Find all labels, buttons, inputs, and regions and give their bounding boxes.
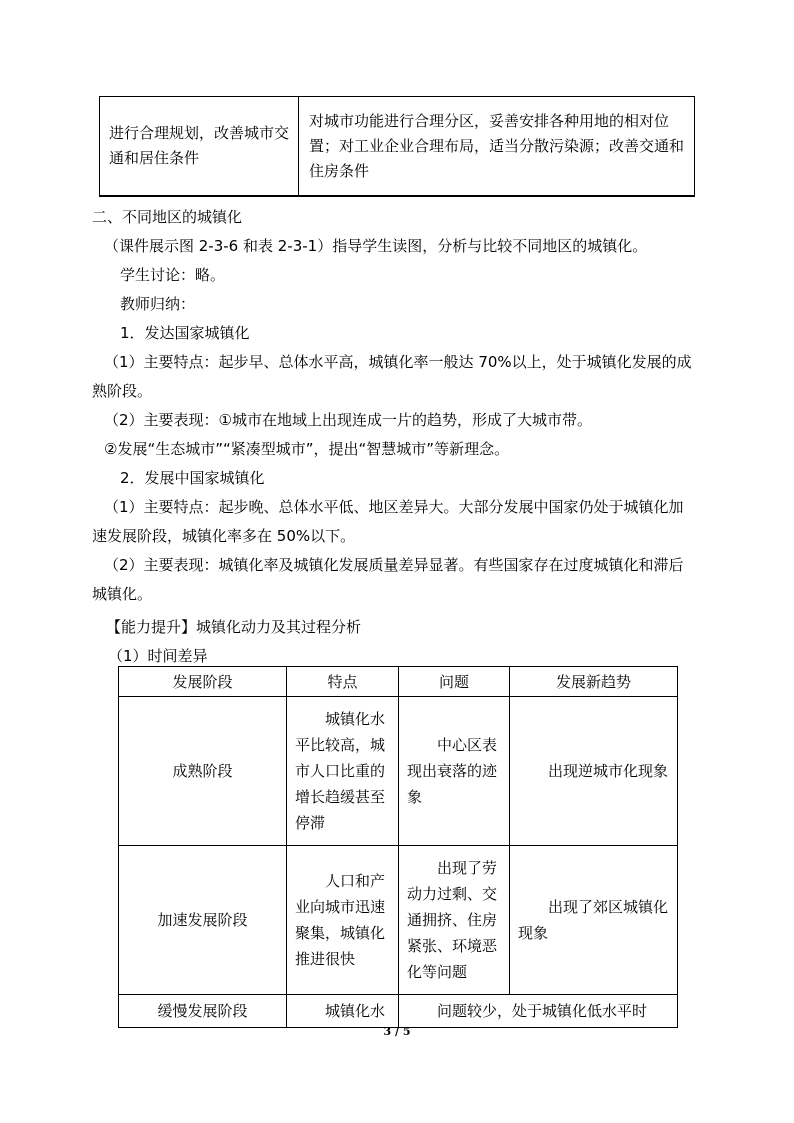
- developing-feature-line1: （1）主要特点：起步晚、总体水平低、地区差异大。大部分发展中国家仍处于城镇化加: [104, 498, 684, 516]
- trend-cell: [510, 697, 678, 846]
- table-row: [119, 995, 678, 1028]
- developed-performance-line1: （2）主要表现：①城市在地域上出现连成一片的趋势，形成了大城市带。: [104, 411, 592, 429]
- ability-heading: 【能力提升】城镇化动力及其过程分析: [106, 618, 362, 636]
- feature-cell: [287, 697, 399, 846]
- developed-feature-line1: （1）主要特点：起步早、总体水平高，城镇化率一般达 70%以上，处于城镇化发展的成: [104, 353, 692, 371]
- feature-text: 人口和产业向城市迅速聚集，城镇化推进很快: [295, 872, 386, 968]
- table-header-row: [119, 667, 678, 697]
- table-row: [119, 846, 678, 995]
- problem-cell: [399, 846, 510, 995]
- stage-cell: 缓慢发展阶段: [119, 995, 287, 1028]
- feature-cell: [287, 846, 399, 995]
- section-heading: 二、不同地区的城镇化: [92, 208, 243, 226]
- discussion-text: 学生讨论：略。: [120, 266, 226, 284]
- table-row: [100, 97, 695, 197]
- measure-cell: 进行合理规划，改善城市交通和居住条件: [100, 97, 299, 197]
- problem-cell: [399, 697, 510, 846]
- summary-label: 教师归纳：: [120, 295, 196, 313]
- developed-performance-line2: ②发展“生态城市”“紧凑型城市”，提出“智慧城市”等新理念。: [104, 440, 510, 458]
- intro-paragraph: （课件展示图 2-3-6 和表 2-3-1）指导学生读图，分析与比较不同地区的城镇化。: [104, 237, 648, 255]
- developing-title: 2．发展中国家城镇化: [120, 469, 265, 487]
- time-diff-label: （1）时间差异: [108, 647, 208, 665]
- developed-title: 1．发达国家城镇化: [120, 324, 250, 342]
- feature-text: 城镇化水: [325, 1002, 386, 1020]
- trend-text: 出现逆城市化现象: [548, 762, 669, 780]
- developing-performance-line2: 城镇化。: [92, 585, 153, 603]
- stage-cell: 加速发展阶段: [119, 846, 287, 995]
- developed-feature-line2: 熟阶段。: [92, 382, 153, 400]
- stage-cell: 成熟阶段: [119, 697, 287, 846]
- feature-cell: [287, 995, 399, 1028]
- feature-text: 城镇化水平比较高，城市人口比重的增长趋缓甚至停滞: [295, 710, 386, 832]
- table-row: [119, 697, 678, 846]
- problem-text: 中心区表现出衰落的迹象: [407, 736, 498, 806]
- problem-trend-text: 问题较少，处于城镇化低水平时: [437, 1002, 648, 1020]
- header-problem: 问题: [399, 667, 510, 697]
- problem-trend-cell: [399, 995, 678, 1028]
- developing-performance-line1: （2）主要表现：城镇化率及城镇化发展质量差异显著。有些国家存在过度城镇化和滞后: [104, 556, 684, 574]
- stage-table: [118, 666, 678, 1028]
- header-stage: 发展阶段: [119, 667, 287, 697]
- header-feature: 特点: [287, 667, 399, 697]
- problem-text: 出现了劳动力过剩、交通拥挤、住房紧张、环境恶化等问题: [407, 859, 498, 981]
- trend-text: 出现了郊区城镇化现象: [518, 898, 669, 942]
- trend-cell: [510, 846, 678, 995]
- header-trend: 发展新趋势: [510, 667, 678, 697]
- measures-table: [99, 96, 695, 197]
- page-number: 3 / 5: [383, 1025, 411, 1038]
- developing-feature-line2: 速发展阶段，城镇化率多在 50%以下。: [92, 527, 356, 545]
- measure-detail-cell: 对城市功能进行合理分区，妥善安排各种用地的相对位置；对工业企业合理布局，适当分散污染源；改善交通和住房条件: [299, 97, 695, 197]
